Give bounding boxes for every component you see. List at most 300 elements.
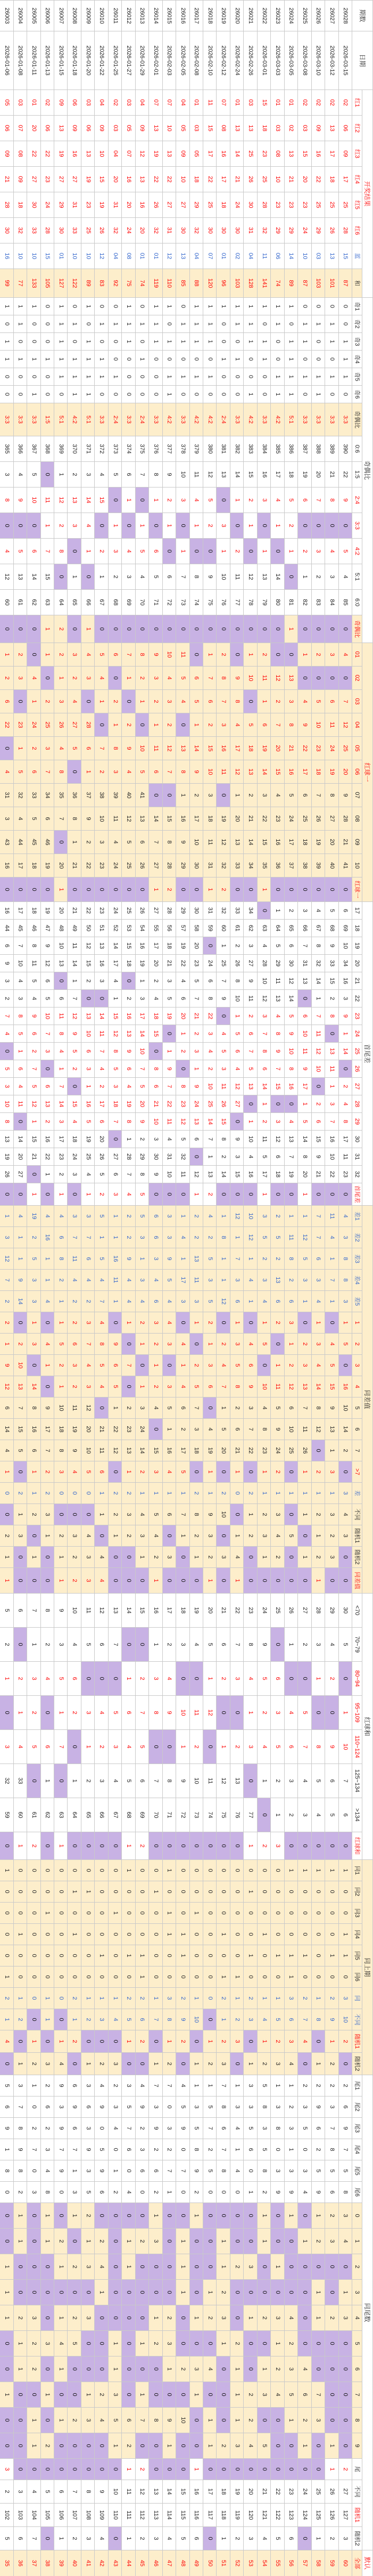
tongchazhi-cell: 4: [40, 1334, 54, 1355]
tongshangqi-cell: 9: [325, 2009, 338, 2030]
tongweishu-cell: 0: [135, 2433, 148, 2459]
subheader-tongweishu-97: 2: [352, 2254, 362, 2280]
tongweishu-cell: 2: [94, 2382, 107, 2408]
hongqiu1-cell: 13: [135, 807, 148, 831]
tongweishu-cell: 0: [148, 2280, 162, 2305]
tongshangqi-cell: 1: [40, 2009, 54, 2030]
hongqiu1-cell: 7: [148, 831, 162, 854]
tongshangqi-cell: 0: [67, 1945, 80, 1966]
subheader-hongqiuhe-73: 80~94: [352, 1662, 362, 1696]
shouweicha-cell: 8: [135, 1166, 148, 1183]
moren-cell: 37: [27, 2550, 40, 2576]
hongqiuhe-cell: 15: [135, 1594, 148, 1628]
tongshangqi-cell: 1: [311, 1860, 325, 1881]
hongqiu1-cell: 2: [135, 667, 148, 690]
tongweishu-cell: 0: [27, 2203, 40, 2229]
hongqiuhe-cell: 0: [54, 1764, 67, 1798]
shouweicha-cell: 33: [230, 902, 243, 920]
tongshangqi-cell: 0: [203, 1988, 216, 2009]
tongshangqi-cell: 1: [325, 1860, 338, 1881]
jiou-cell: 1: [230, 298, 243, 315]
tongweishu-cell: 9: [0, 2118, 13, 2139]
shouweicha-cell: 15: [81, 955, 94, 972]
tongweishu-cell: 2: [270, 2356, 284, 2382]
hongqiuhe-cell: 13: [230, 1764, 243, 1798]
hongqiuhe-cell: 8: [311, 1730, 325, 1764]
tongweishu-cell: 2: [216, 2280, 229, 2305]
shouweicha-cell: 0: [13, 1113, 27, 1131]
hongqiu1-cell: 16: [176, 807, 189, 831]
tongchazhi-cell: 1: [176, 1355, 189, 1376]
kaijiang-cell: 101: [325, 269, 338, 298]
shouweicha-cell: 19: [135, 955, 148, 972]
hongqiu1-cell: 1: [94, 690, 107, 713]
hongqiuhe-cell: 4: [40, 1662, 54, 1696]
hongqiuhe-cell: 69: [135, 1798, 148, 1832]
shouweicha-cell: 9: [338, 1007, 352, 1025]
tongchazhi-cell: 4: [67, 1270, 80, 1291]
tongweishu-cell: 3: [311, 2408, 325, 2433]
shouweicha-cell: 5: [13, 1025, 27, 1043]
tongweishu-cell: 0: [338, 2408, 352, 2433]
shouweicha-cell: 3: [325, 1095, 338, 1113]
jiou-cell: 1: [284, 351, 297, 368]
shouweicha-cell: 0: [270, 1095, 284, 1113]
shouweicha-cell: 60: [216, 920, 229, 937]
tongchazhi-cell: 4: [257, 1397, 270, 1419]
hongqiu1-cell: 6: [40, 807, 54, 831]
shouweicha-cell: 18: [148, 1007, 162, 1025]
jiou-cell: 2: [284, 513, 297, 539]
riqi-cell: 2026-01-27: [121, 31, 135, 90]
tongshangqi-cell: 0: [135, 1860, 148, 1881]
tongweishu-cell: 1: [270, 2075, 284, 2096]
tongshangqi-cell: 0: [40, 1945, 54, 1966]
shouweicha-cell: 3: [54, 1113, 67, 1131]
hongqiu1-cell: 5: [27, 807, 40, 831]
tongweishu-cell: 0: [230, 2459, 243, 2480]
riqi-cell: 2026-03-03: [270, 31, 284, 90]
kaijiang-cell: 05: [0, 90, 13, 116]
riqi-cell: 2026-01-15: [54, 31, 67, 90]
hongqiuhe-cell: 2: [40, 1628, 54, 1662]
hongqiu1-cell: 0: [121, 877, 135, 902]
tongchazhi-cell: 2: [243, 1525, 256, 1547]
subheader-tongweishu-104: 9: [352, 2433, 362, 2459]
shouweicha-cell: 10: [284, 1043, 297, 1060]
tongweishu-cell: 7: [148, 2075, 162, 2096]
kaijiang-cell: 08: [216, 116, 229, 141]
jiou-cell: 0: [216, 487, 229, 513]
hongqiuhe-cell: 10: [189, 1764, 203, 1798]
shouweicha-cell: 16: [40, 1131, 54, 1148]
jiou-cell: 13: [257, 564, 270, 590]
tongweishu-cell: 1: [203, 2408, 216, 2433]
hongqiuhe-cell: 5: [257, 1662, 270, 1696]
shouweicha-cell: 3: [0, 972, 13, 990]
tongchazhi-cell: 8: [216, 1227, 229, 1248]
shouweicha-cell: 8: [121, 1113, 135, 1131]
shouweicha-cell: 10: [40, 1007, 54, 1025]
tongchazhi-cell: 6: [311, 1248, 325, 1270]
tongchazhi-cell: 1: [230, 1568, 243, 1594]
moren-cell: 49: [189, 2550, 203, 2576]
jiou-cell: 0: [257, 386, 270, 403]
hongqiu1-cell: 2: [189, 784, 203, 807]
tongshangqi-cell: 2: [325, 1988, 338, 2009]
jiou-cell: 1: [338, 333, 352, 351]
shouweicha-cell: 1: [297, 1095, 311, 1113]
hongqiuhe-cell: 2: [325, 1662, 338, 1696]
shouweicha-cell: 4: [121, 1183, 135, 1206]
shouweicha-cell: 59: [203, 920, 216, 937]
shouweicha-cell: 0: [311, 1183, 325, 1206]
hongqiu1-cell: 25: [297, 807, 311, 831]
shouweicha-cell: 9: [121, 1043, 135, 1060]
jiou-cell: 0: [325, 615, 338, 643]
tongchazhi-cell: 3: [13, 1525, 27, 1547]
tongweishu-cell: 2: [325, 2305, 338, 2331]
shouweicha-cell: 8: [284, 1060, 297, 1078]
tongchazhi-cell: 25: [284, 1440, 297, 1461]
jiou-cell: 1: [338, 368, 352, 386]
hongqiuhe-cell: 11: [81, 1594, 94, 1628]
subheader-tongchazhi-57: 差5: [352, 1291, 362, 1312]
subheader-hongqiu1-27: 03: [352, 690, 362, 713]
jiou-cell: 1: [108, 368, 121, 386]
shouweicha-cell: 24: [108, 902, 121, 920]
shouweicha-cell: 5: [230, 1025, 243, 1043]
tongchazhi-cell: 3: [148, 1312, 162, 1334]
hongqiuhe-cell: 62: [40, 1798, 54, 1832]
tongchazhi-cell: 2: [216, 1334, 229, 1355]
tongweishu-cell: 1: [54, 2356, 67, 2382]
tongweishu-cell: 0: [54, 2182, 67, 2203]
hongqiuhe-cell: 0: [121, 1628, 135, 1662]
shouweicha-cell: 0: [162, 1025, 176, 1043]
hongqiuhe-cell: 2: [13, 1662, 27, 1696]
jiou-cell: 0: [0, 386, 13, 403]
tongweishu-cell: 0: [297, 2203, 311, 2229]
tongshangqi-cell: 1: [284, 1860, 297, 1881]
jiou-cell: 0: [67, 539, 80, 564]
tongchazhi-cell: 1: [230, 1461, 243, 1483]
tongchazhi-cell: 3: [311, 1334, 325, 1355]
tongshangqi-cell: 0: [311, 2030, 325, 2053]
hongqiuhe-cell: 1: [284, 1628, 297, 1662]
tongshangqi-cell: 1: [67, 2009, 80, 2030]
jiou-cell: 0: [257, 615, 270, 643]
jiou-cell: 4: [0, 539, 13, 564]
tongchazhi-cell: 3: [325, 1547, 338, 1568]
jiou-cell: 4: [270, 487, 284, 513]
tongweishu-cell: 25: [311, 2480, 325, 2504]
tongweishu-cell: 3: [148, 2229, 162, 2254]
hongqiuhe-cell: 2: [94, 1730, 107, 1764]
shouweicha-cell: 2: [325, 990, 338, 1007]
tongchazhi-cell: 4: [148, 1397, 162, 1419]
tongchazhi-cell: 2: [67, 1376, 80, 1397]
subheader-tongchazhi-68: 随机1: [352, 1525, 362, 1547]
jiou-cell: 1: [108, 513, 121, 539]
tongchazhi-cell: 0: [81, 1483, 94, 1504]
tongchazhi-cell: 5: [94, 1355, 107, 1376]
tongshangqi-cell: 1: [0, 1966, 13, 1988]
hongqiu1-cell: 0: [311, 877, 325, 902]
tongchazhi-cell: 14: [135, 1440, 148, 1461]
jiou-cell: 7: [311, 487, 325, 513]
tongshangqi-cell: 3: [284, 1988, 297, 2009]
shouweicha-cell: 10: [162, 1166, 176, 1183]
shouweicha-cell: 9: [243, 972, 256, 990]
tongchazhi-cell: 0: [121, 1547, 135, 1568]
jiou-cell: 3:3: [0, 403, 13, 436]
kaijiang-cell: 03: [311, 243, 325, 269]
hongqiu1-cell: 26: [135, 854, 148, 877]
jiou-cell: 1: [176, 333, 189, 351]
jiou-cell: 0: [94, 333, 107, 351]
hongqiu1-cell: 0: [81, 690, 94, 713]
riqi-cell: 2026-03-12: [325, 31, 338, 90]
kaijiang-cell: 13: [162, 141, 176, 167]
tongweishu-cell: 0: [270, 2408, 284, 2433]
shouweicha-cell: 51: [94, 920, 107, 937]
shouweicha-cell: 8: [216, 1131, 229, 1148]
hongqiu1-cell: 6: [0, 690, 13, 713]
shouweicha-cell: 6: [81, 1043, 94, 1060]
jiou-cell: 4: [325, 539, 338, 564]
hongqiu1-cell: 7: [270, 713, 284, 737]
hongqiuhe-cell: 0: [284, 1662, 297, 1696]
hongqiuhe-cell: 3: [0, 1730, 13, 1764]
shouweicha-cell: 1: [108, 990, 121, 1007]
tongchazhi-cell: 1: [189, 1312, 203, 1334]
tongshangqi-cell: 0: [203, 1924, 216, 1945]
jiou-cell: 0: [94, 386, 107, 403]
tongchazhi-cell: 5: [338, 1334, 352, 1355]
jiou-cell: 0: [297, 298, 311, 315]
hongqiu1-cell: 3: [108, 760, 121, 784]
tongchazhi-cell: 2: [0, 1291, 13, 1312]
tongweishu-cell: 7: [162, 2160, 176, 2182]
jiou-cell: 0: [40, 368, 54, 386]
tongshangqi-cell: 0: [67, 1903, 80, 1924]
shouweicha-cell: 2: [189, 1025, 203, 1043]
subheader-tongshangqi-84: 同6: [352, 1966, 362, 1988]
shouweicha-cell: 6: [27, 1025, 40, 1043]
tongweishu-cell: 0: [203, 2382, 216, 2408]
tongshangqi-cell: 1: [81, 1988, 94, 2009]
tongchazhi-cell: 5: [203, 1248, 216, 1270]
tongshangqi-cell: 0: [203, 1860, 216, 1881]
tongchazhi-cell: 2: [40, 1461, 54, 1483]
kaijiang-cell: 25: [338, 192, 352, 218]
tongchazhi-cell: 6: [270, 1291, 284, 1312]
kaijiang-cell: 03: [13, 90, 27, 116]
tongchazhi-cell: 2: [297, 1334, 311, 1355]
jiou-cell: 368: [40, 436, 54, 462]
shouweicha-cell: 32: [176, 1148, 189, 1166]
shouweicha-cell: 8: [54, 1025, 67, 1043]
jiou-cell: 0: [176, 386, 189, 403]
hongqiu1-cell: 0: [0, 737, 13, 760]
hongqiu1-cell: 0: [162, 784, 176, 807]
shouweicha-cell: 16: [243, 1166, 256, 1183]
shouweicha-cell: 14: [54, 1095, 67, 1113]
tongchazhi-cell: 0: [121, 1568, 135, 1594]
tongchazhi-cell: 0: [230, 1483, 243, 1504]
hongqiuhe-cell: 67: [108, 1798, 121, 1832]
riqi-cell: 2026-02-03: [162, 31, 176, 90]
hongqiuhe-cell: 1: [27, 1628, 40, 1662]
jiou-cell: 1: [243, 298, 256, 315]
tongweishu-cell: 4: [54, 2331, 67, 2356]
shouweicha-cell: 22: [325, 1166, 338, 1183]
tongshangqi-cell: 0: [135, 1903, 148, 1924]
jiou-cell: 1: [135, 513, 148, 539]
tongshangqi-cell: 1: [338, 1924, 352, 1945]
shouweicha-cell: 4: [121, 1078, 135, 1095]
tongweishu-cell: 4: [230, 2118, 243, 2139]
tongchazhi-cell: 0: [189, 1568, 203, 1594]
qishu-cell: 26014: [148, 1, 162, 31]
tongweishu-cell: 0: [243, 2203, 256, 2229]
section-header-riqi: 日期: [352, 31, 372, 90]
tongweishu-cell: 5: [257, 2075, 270, 2096]
jiou-cell: 8: [54, 539, 67, 564]
tongshangqi-cell: 0: [284, 1903, 297, 1924]
tongweishu-cell: 4: [203, 2356, 216, 2382]
shouweicha-cell: 13: [40, 1095, 54, 1113]
tongweishu-cell: 2: [338, 2459, 352, 2480]
tongshangqi-cell: 1: [297, 1945, 311, 1966]
tongshangqi-cell: 3: [216, 2053, 229, 2075]
hongqiuhe-cell: 5: [270, 1730, 284, 1764]
tongweishu-cell: 2: [67, 2408, 80, 2433]
shouweicha-cell: 14: [94, 1007, 107, 1025]
tongweishu-cell: 5: [189, 2118, 203, 2139]
tongweishu-cell: 3: [243, 2527, 256, 2550]
jiou-cell: 0: [27, 315, 40, 333]
tongchazhi-cell: 2: [135, 1461, 148, 1483]
tongweishu-cell: 0: [325, 2408, 338, 2433]
shouweicha-cell: 53: [121, 920, 135, 937]
tongshangqi-cell: 0: [189, 1881, 203, 1903]
tongweishu-cell: 2: [108, 2075, 121, 2096]
kaijiang-cell: 06: [338, 116, 352, 141]
hongqiuhe-cell: 2: [0, 1628, 13, 1662]
tongweishu-cell: 2: [135, 2118, 148, 2139]
tongchazhi-cell: 3: [27, 1291, 40, 1312]
tongweishu-cell: 15: [176, 2480, 189, 2504]
hongqiuhe-cell: 5: [81, 1628, 94, 1662]
jiou-cell: 4: [81, 513, 94, 539]
tongchazhi-cell: 10: [257, 1376, 270, 1397]
tongchazhi-cell: 5: [257, 1334, 270, 1355]
kaijiang-cell: 33: [67, 218, 80, 243]
tongshangqi-cell: 0: [284, 1924, 297, 1945]
tongweishu-cell: 105: [40, 2504, 54, 2527]
jiou-cell: 1: [243, 513, 256, 539]
tongweishu-cell: 0: [148, 2433, 162, 2459]
tongweishu-cell: 0: [94, 2118, 107, 2139]
tongshangqi-cell: 1: [13, 1988, 27, 2009]
hongqiu1-cell: 1: [0, 643, 13, 667]
subheader-jiou-20: 3:3: [352, 513, 362, 539]
riqi-cell: 2026-03-08: [297, 31, 311, 90]
kaijiang-cell: 01: [148, 243, 162, 269]
kaijiang-cell: 04: [108, 141, 121, 167]
tongchazhi-cell: 9: [162, 1248, 176, 1270]
tongshangqi-cell: 8: [162, 2009, 176, 2030]
tongweishu-cell: 9: [54, 2118, 67, 2139]
shouweicha-cell: 4: [148, 990, 162, 1007]
subheader-jiou-11: 奇2: [352, 315, 362, 333]
hongqiu1-cell: 12: [338, 713, 352, 737]
shouweicha-cell: 13: [325, 1043, 338, 1060]
qishu-cell: 26011: [108, 1, 121, 31]
tongshangqi-cell: 0: [216, 1860, 229, 1881]
shouweicha-cell: 16: [284, 1078, 297, 1095]
tongweishu-cell: 5: [203, 2160, 216, 2182]
shouweicha-cell: 13: [94, 937, 107, 955]
subheader-hongqiu1-32: 08: [352, 807, 362, 831]
shouweicha-cell: 2: [203, 1183, 216, 1206]
tongshangqi-cell: 4: [257, 2009, 270, 2030]
tongchazhi-cell: 1: [13, 1504, 27, 1525]
hongqiuhe-cell: 3: [311, 1628, 325, 1662]
tongweishu-cell: 17: [203, 2480, 216, 2504]
tongweishu-cell: 2: [325, 2527, 338, 2550]
hongqiuhe-cell: 3: [148, 1662, 162, 1696]
hongqiu1-cell: 18: [297, 831, 311, 854]
moren-cell: 58: [311, 2550, 325, 2576]
tongweishu-cell: 0: [108, 2459, 121, 2480]
tongchazhi-cell: 0: [0, 1504, 13, 1525]
hongqiuhe-cell: 9: [257, 1628, 270, 1662]
tongchazhi-cell: 4: [338, 1504, 352, 1525]
jiou-cell: 1: [0, 298, 13, 315]
hongqiuhe-cell: 75: [216, 1798, 229, 1832]
shouweicha-cell: 7: [270, 1060, 284, 1078]
subheader-shouweicha-49: 30: [352, 1131, 362, 1148]
kaijiang-cell: 16: [121, 167, 135, 192]
tongchazhi-cell: 6: [243, 1355, 256, 1376]
hongqiu1-cell: 23: [13, 713, 27, 737]
hongqiu1-cell: 3: [216, 713, 229, 737]
jiou-cell: 1: [54, 315, 67, 333]
jiou-cell: 1: [216, 539, 229, 564]
jiou-cell: 8: [189, 564, 203, 590]
tongweishu-cell: 0: [297, 2331, 311, 2356]
tongshangqi-cell: 0: [148, 2030, 162, 2053]
tongchazhi-cell: 1: [54, 1291, 67, 1312]
kaijiang-cell: 06: [0, 116, 13, 141]
subheader-tongchazhi-65: >7: [352, 1461, 362, 1483]
shouweicha-cell: 12: [81, 937, 94, 955]
tongweishu-cell: 0: [67, 2433, 80, 2459]
tongchazhi-cell: 4: [13, 1206, 27, 1227]
kaijiang-cell: 21: [230, 167, 243, 192]
subheader-hongqiu1-29: 05: [352, 737, 362, 760]
tongshangqi-cell: 2: [162, 2053, 176, 2075]
tongshangqi-cell: 2: [203, 2053, 216, 2075]
jiou-cell: 6: [162, 564, 176, 590]
tongweishu-cell: 1: [230, 2356, 243, 2382]
tongweishu-cell: 0: [216, 2356, 229, 2382]
jiou-cell: 1: [81, 333, 94, 351]
shouweicha-cell: 10: [148, 1113, 162, 1131]
